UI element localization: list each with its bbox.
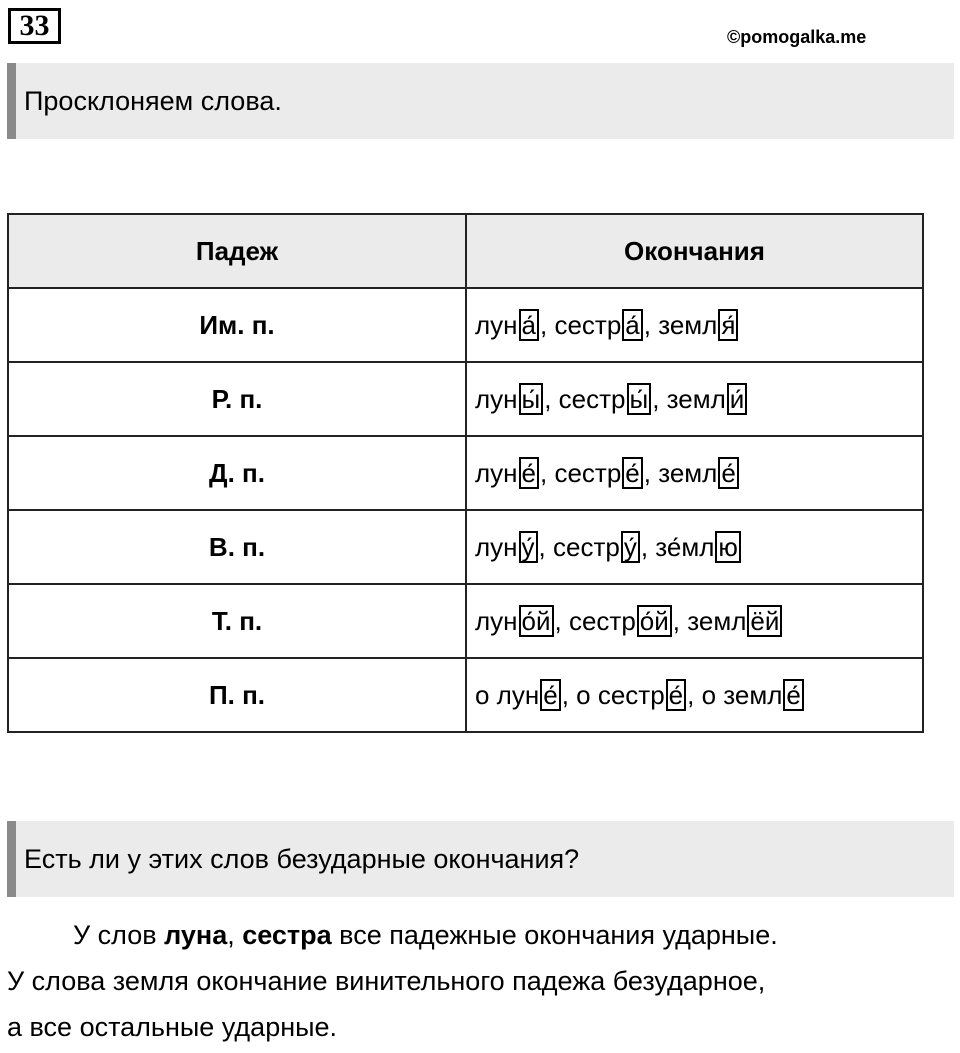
separator: ,	[643, 458, 659, 488]
declension-table	[7, 213, 924, 733]
endings-cell	[466, 584, 923, 658]
table-row	[8, 584, 923, 658]
word-stem: о земл	[701, 680, 783, 710]
endings-cell	[466, 362, 923, 436]
ending-box: е́	[783, 679, 803, 711]
answer-paragraph-2: У слова земля окончание винительного падежа безударное,	[7, 966, 766, 996]
table-row	[8, 658, 923, 732]
answer-text	[7, 912, 952, 1050]
separator: ,	[652, 384, 667, 414]
case-name: Д. п.	[8, 436, 466, 510]
word-stem: о сестр	[576, 680, 665, 710]
word-stem: земл	[666, 384, 726, 414]
word-stem: лун	[475, 384, 518, 414]
case-name: Т. п.	[8, 584, 466, 658]
ending-box: и́	[727, 383, 748, 415]
answer-bold-word: сестра	[242, 920, 332, 950]
word-stem: земл	[658, 458, 718, 488]
word-stem: о лун	[475, 680, 540, 710]
endings-cell	[466, 658, 923, 732]
separator: ,	[544, 384, 559, 414]
table-row	[8, 510, 923, 584]
word-stem: лун	[475, 310, 518, 340]
table-row	[8, 288, 923, 362]
ending-box: е́	[622, 457, 642, 489]
separator: ,	[672, 606, 688, 636]
endings-cell	[466, 288, 923, 362]
ending-box: ёй	[747, 605, 782, 637]
ending-box: я́	[718, 309, 738, 341]
answer-text-start: У слов	[73, 920, 165, 950]
endings-cell	[466, 510, 923, 584]
answer-paragraph-1	[7, 912, 952, 958]
separator: ,	[540, 458, 555, 488]
ending-box: ю	[715, 531, 741, 563]
separator: ,	[561, 680, 577, 710]
case-name: П. п.	[8, 658, 466, 732]
table-header-row	[8, 214, 923, 288]
case-name: В. п.	[8, 510, 466, 584]
word-stem: земл	[658, 310, 718, 340]
separator: ,	[538, 532, 553, 562]
ending-box: ы́	[519, 383, 544, 415]
table-row	[8, 362, 923, 436]
word-stem: сестр	[554, 458, 622, 488]
word-stem: земл	[687, 606, 747, 636]
ending-box: у́	[621, 531, 640, 563]
header-case: Падеж	[8, 214, 466, 288]
ending-box: е́	[718, 457, 738, 489]
ending-box: ы́	[627, 383, 652, 415]
ending-box: у́	[519, 531, 538, 563]
header-endings: Окончания	[466, 214, 923, 288]
separator: ,	[640, 532, 656, 562]
ending-box: а́	[622, 309, 642, 341]
separator: ,	[554, 606, 569, 636]
section-title-question: Есть ли у этих слов безударные окончания?	[7, 821, 954, 897]
answer-paragraph-3: а все остальные ударные.	[7, 1012, 338, 1042]
ending-box: о́й	[637, 605, 672, 637]
word-stem: лун	[475, 606, 518, 636]
answer-text-rest: все падежные окончания ударные.	[331, 920, 778, 950]
word-stem: сестр	[552, 532, 620, 562]
ending-box: а́	[519, 309, 539, 341]
word-stem: сестр	[554, 310, 622, 340]
case-name: Р. п.	[8, 362, 466, 436]
ending-box: е́	[519, 457, 539, 489]
word-stem: сестр	[568, 606, 636, 636]
separator: ,	[643, 310, 659, 340]
task-number: 33	[8, 8, 61, 44]
word-stem: сестр	[558, 384, 626, 414]
separator: ,	[540, 310, 555, 340]
ending-box: е́	[666, 679, 686, 711]
word-stem: лун	[475, 532, 518, 562]
separator: ,	[687, 680, 702, 710]
answer-comma: ,	[227, 920, 243, 950]
copyright-label: ©pomogalka.me	[727, 27, 867, 47]
case-name: Им. п.	[8, 288, 466, 362]
section-title-decline: Просклоняем слова.	[7, 63, 954, 139]
ending-box: о́й	[519, 605, 554, 637]
word-stem: зе́мл	[655, 532, 715, 562]
endings-cell	[466, 436, 923, 510]
answer-bold-word: луна	[164, 920, 228, 950]
table-row	[8, 436, 923, 510]
word-stem: лун	[475, 458, 518, 488]
ending-box: е́	[540, 679, 560, 711]
